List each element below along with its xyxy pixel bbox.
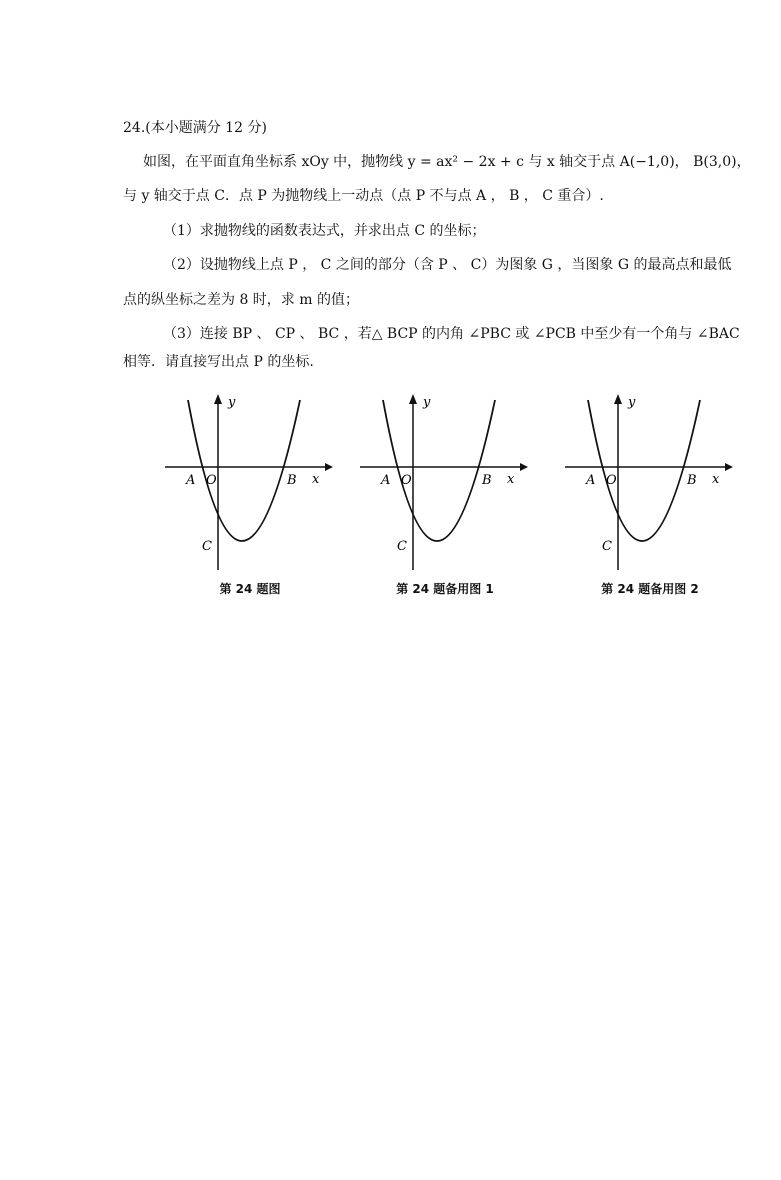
y-axis-label: y [228, 395, 236, 410]
parabola-graph [355, 392, 535, 577]
question-part-3-cont: 相等．请直接写出点 P 的坐标. [123, 354, 314, 370]
origin-label: O [606, 473, 617, 488]
figure-main [160, 392, 340, 602]
x-axis-arrow [325, 463, 333, 471]
figure-backup-2 [560, 392, 740, 602]
point-b-label: B [287, 473, 297, 488]
figure-caption: 第 24 题备用图 2 [601, 582, 699, 596]
y-axis-label: y [628, 395, 636, 410]
point-b-label: B [482, 473, 492, 488]
point-c-label: C [202, 539, 212, 554]
point-c-label: C [602, 539, 612, 554]
point-a-label: A [186, 473, 196, 488]
parabola-curve [588, 400, 700, 541]
parabola-graph [160, 392, 340, 577]
question-part-2-cont: 点的纵坐标之差为 8 时，求 m 的值； [123, 292, 359, 308]
parabola-curve [383, 400, 495, 541]
question-line: 与 y 轴交于点 C．点 P 为抛物线上一动点（点 P 不与点 A ， B ， C 重合）. [123, 188, 604, 204]
question-line: 如图，在平面直角坐标系 xOy 中，抛物线 y = ax² − 2x + c 与 x 轴交于点 A(−1,0)， B(3,0)， [143, 154, 751, 170]
question-header: 24.(本小题满分 12 分) [123, 120, 267, 136]
question-part-2: （2）设抛物线上点 P ， C 之间的部分（含 P 、 C）为图象 G ，当图象 G 的最高点和最低 [163, 257, 732, 273]
figure-caption: 第 24 题备用图 1 [396, 582, 494, 596]
question-part-1: （1）求抛物线的函数表达式，并求出点 C 的坐标； [163, 223, 486, 239]
x-axis-label: x [507, 472, 515, 487]
figure-caption: 第 24 题图 [219, 582, 281, 596]
y-axis-label: y [423, 395, 431, 410]
x-axis-arrow [725, 463, 733, 471]
point-a-label: A [381, 473, 391, 488]
parabola-curve [188, 400, 300, 541]
y-axis-arrow [409, 394, 417, 404]
x-axis-arrow [520, 463, 528, 471]
x-axis-label: x [312, 472, 320, 487]
question-part-3: （3）连接 BP 、 CP 、 BC ，若△ BCP 的内角 ∠PBC 或 ∠PCB 中至少有一个角与 ∠BAC [163, 326, 740, 342]
origin-label: O [401, 473, 412, 488]
figure-backup-1 [355, 392, 535, 602]
y-axis-arrow [614, 394, 622, 404]
x-axis-label: x [712, 472, 720, 487]
figures-row [160, 392, 740, 602]
origin-label: O [206, 473, 217, 488]
parabola-graph [560, 392, 740, 577]
point-c-label: C [397, 539, 407, 554]
y-axis-arrow [214, 394, 222, 404]
point-a-label: A [586, 473, 596, 488]
point-b-label: B [687, 473, 697, 488]
